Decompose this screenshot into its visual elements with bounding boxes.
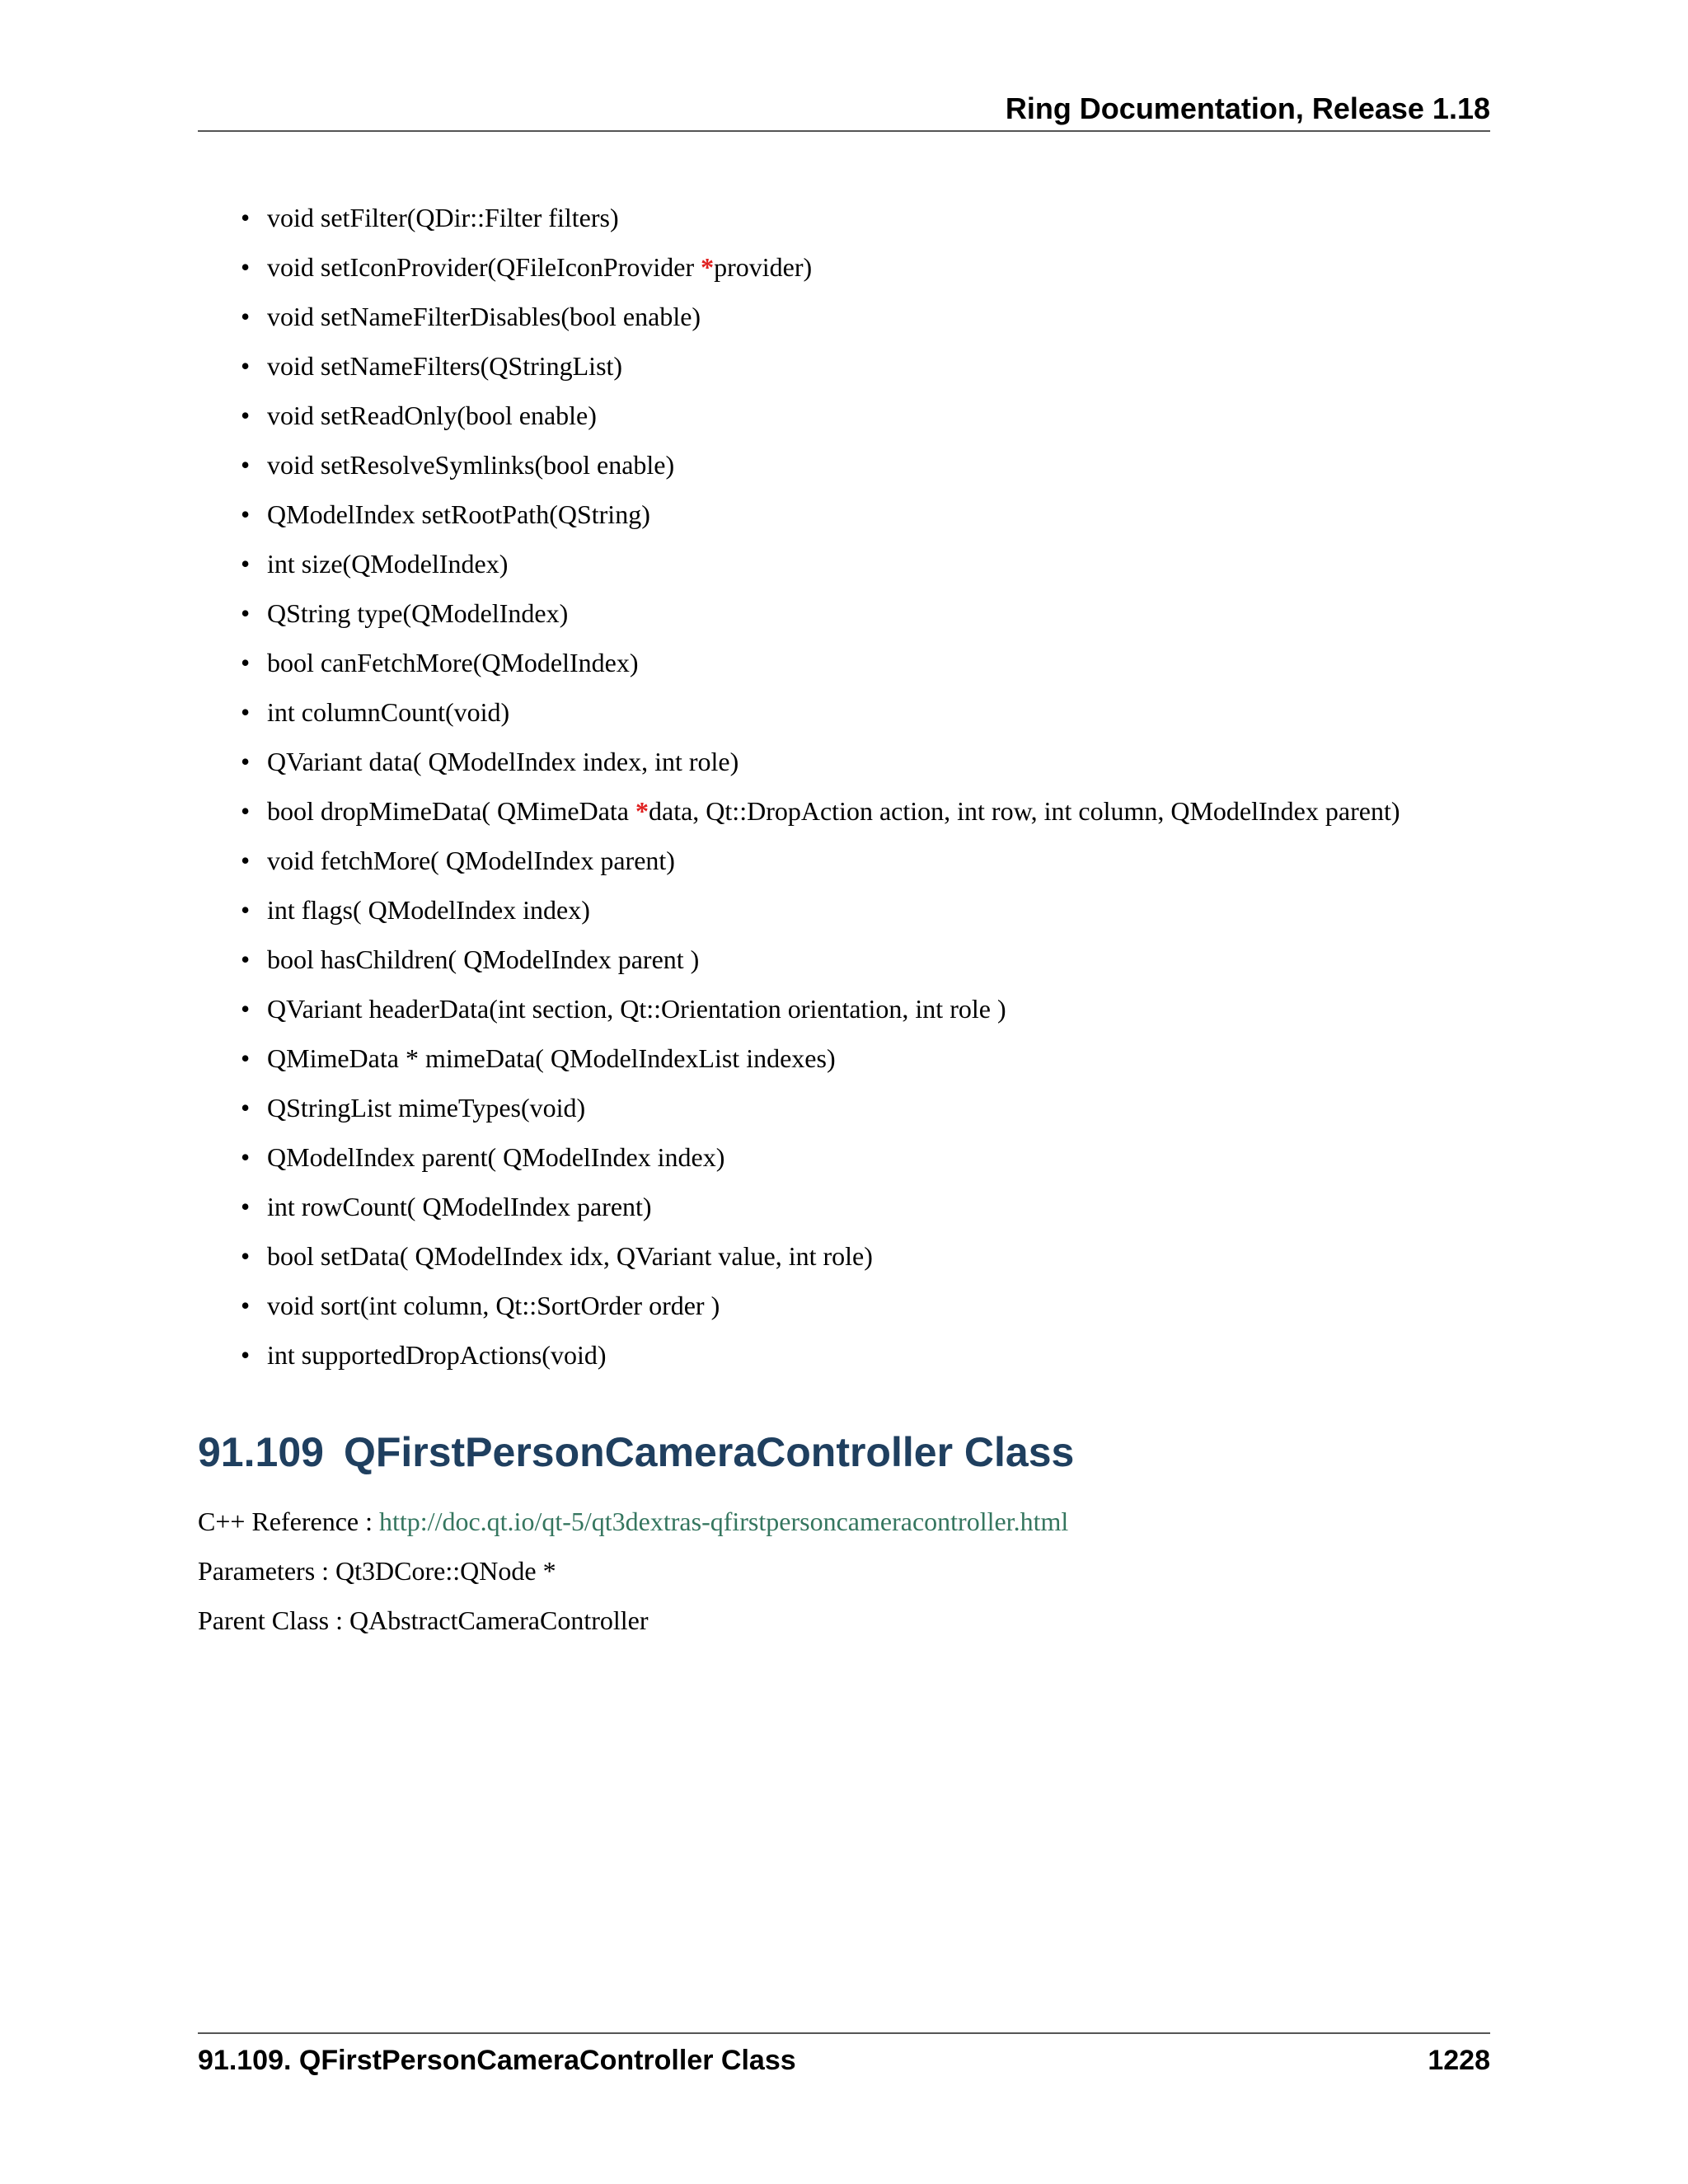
method-signature: void setNameFilterDisables(bool enable): [267, 302, 701, 331]
list-item: [198, 1332, 1400, 1381]
method-signature: bool dropMimeData( QMimeData: [267, 796, 635, 826]
cpp-reference: [198, 1503, 1068, 1540]
list-item: [198, 837, 1400, 887]
method-signature: void setFilter(QDir::Filter filters): [267, 203, 619, 232]
method-signature: QModelIndex setRootPath(QString): [267, 499, 650, 529]
method-signature: void setNameFilters(QStringList): [267, 351, 623, 381]
list-item: [198, 541, 1400, 590]
footer-section-label: 91.109. QFirstPersonCameraController Class: [198, 2045, 796, 2076]
list-item: [198, 1035, 1400, 1085]
pointer-asterisk: *: [635, 796, 649, 826]
section-number: 91.109: [198, 1429, 324, 1475]
list-item: [198, 1233, 1400, 1282]
page-header: [198, 89, 1490, 132]
page-footer: [198, 2032, 1490, 2075]
list-item: [198, 442, 1400, 491]
method-signature: int columnCount(void): [267, 697, 510, 727]
method-signature: int supportedDropActions(void): [267, 1340, 607, 1370]
list-item: [198, 491, 1400, 541]
method-signature: QMimeData * mimeData( QModelIndexList indexes): [267, 1043, 836, 1073]
method-signature: int size(QModelIndex): [267, 549, 509, 579]
method-signature: bool canFetchMore(QModelIndex): [267, 648, 639, 677]
method-signature: void sort(int column, Qt::SortOrder order ): [267, 1291, 720, 1320]
list-item: [198, 936, 1400, 986]
method-signature: QVariant headerData(int section, Qt::Orientation orientation, int role ): [267, 994, 1006, 1024]
list-item: [198, 293, 1400, 343]
method-signature: QString type(QModelIndex): [267, 598, 569, 628]
method-signature: QVariant data( QModelIndex index, int role): [267, 747, 739, 776]
list-item: [198, 887, 1400, 936]
list-item: [198, 194, 1400, 244]
list-item: [198, 788, 1400, 837]
list-item: [198, 343, 1400, 392]
list-item: [198, 1085, 1400, 1134]
method-signature: int rowCount( QModelIndex parent): [267, 1192, 652, 1221]
pointer-asterisk: *: [701, 252, 715, 282]
method-signature: int flags( QModelIndex index): [267, 895, 590, 925]
document-title: Ring Documentation, Release 1.18: [1005, 91, 1490, 125]
parent-class: Parent Class : QAbstractCameraController: [198, 1605, 649, 1635]
list-item: [198, 244, 1400, 293]
list-item: [198, 738, 1400, 788]
method-signature-rest: provider): [714, 252, 813, 282]
cpp-reference-label: C++ Reference :: [198, 1507, 379, 1536]
page-number: 1228: [1428, 2045, 1490, 2076]
list-item: [198, 986, 1400, 1035]
list-item: [198, 1183, 1400, 1233]
list-item: [198, 689, 1400, 738]
method-signature: void setIconProvider(QFileIconProvider: [267, 252, 701, 282]
method-signature: void setReadOnly(bool enable): [267, 401, 597, 430]
method-signature: void fetchMore( QModelIndex parent): [267, 846, 675, 875]
list-item: [198, 1134, 1400, 1183]
list-item: [198, 640, 1400, 689]
section-title: QFirstPersonCameraController Class: [343, 1429, 1075, 1475]
method-signature: void setResolveSymlinks(bool enable): [267, 450, 675, 480]
list-item: [198, 392, 1400, 442]
list-item: [198, 1282, 1400, 1332]
list-item: [198, 590, 1400, 640]
cpp-reference-link[interactable]: http://doc.qt.io/qt-5/qt3dextras-qfirstpersoncameracontroller.html: [379, 1507, 1069, 1536]
method-signature: QStringList mimeTypes(void): [267, 1093, 586, 1122]
method-signature-rest: data, Qt::DropAction action, int row, int column, QModelIndex parent): [649, 796, 1400, 826]
parameters: Parameters : Qt3DCore::QNode *: [198, 1556, 556, 1586]
method-list: [198, 194, 1400, 1381]
method-signature: bool hasChildren( QModelIndex parent ): [267, 944, 700, 974]
method-signature: bool setData( QModelIndex idx, QVariant value, int role): [267, 1241, 873, 1271]
method-signature: QModelIndex parent( QModelIndex index): [267, 1142, 725, 1172]
section-heading: [198, 1426, 1074, 1479]
